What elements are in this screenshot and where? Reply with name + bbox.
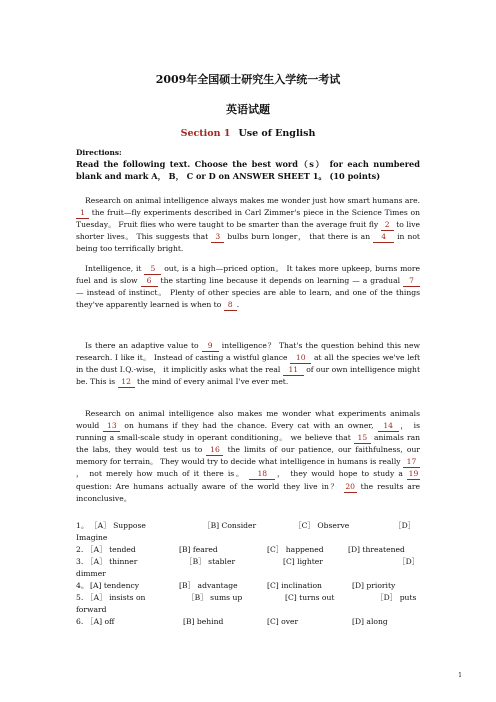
option-a: ［A］ thinner: [86, 557, 138, 566]
option-a: [A] tendency: [90, 581, 140, 590]
option-c: [C] lighter: [283, 557, 323, 566]
blank-12: 12: [118, 377, 135, 388]
passage-text: intelligence？ That's the question behind this new research. I like it。 Instead of casting a wistful glance: [76, 341, 420, 363]
option-b: [B］ advantage: [179, 581, 238, 590]
option-a: ［A］ Suppose: [90, 521, 146, 530]
passage-text: Research on animal intelligence also makes me wonder what experiments animals would: [76, 409, 420, 431]
question-number: 1。: [76, 521, 89, 530]
blank-2: 2: [381, 220, 394, 231]
option-d-continued: dimmer: [76, 569, 106, 578]
options-list: [76, 520, 420, 628]
option-b: ［B] Consider: [203, 521, 257, 530]
passage-text: on humans if they had the chance. Every cat with an owner,: [120, 421, 378, 431]
passage-text: Research on animal intelligence always makes me wonder just how smart humans are.: [85, 196, 420, 205]
question-number: 2.: [76, 545, 84, 554]
exam-title: 2009年全国硕士研究生入学统一考试: [155, 73, 341, 86]
blank-1: 1: [76, 208, 89, 219]
blank-14: 14: [378, 421, 399, 432]
passage-text: ， they would hope to study a: [275, 469, 407, 479]
option-row-4: [76, 580, 420, 592]
option-d: ［D］: [398, 557, 420, 566]
blank-15: 15: [354, 433, 371, 444]
directions-label: Directions:: [76, 148, 122, 157]
option-d: [D] along: [352, 617, 388, 626]
passage-text: Intelligence, it: [85, 264, 145, 273]
question-number: 4。: [76, 581, 89, 590]
directions-text: Read the following text. Choose the best word（s） for each numbered blank and mark A， B， C or D on ANSWER SHEET 1。 (10 points): [76, 159, 420, 182]
passage-text: the fruit—fly experiments described in Carl Zimmer's piece in the Science Times on Tuesday。 Fruit flies who were taught to be smarter than the average fruit fly: [76, 208, 420, 230]
option-row-1: [76, 520, 420, 544]
passage-paragraph-4: [76, 408, 420, 505]
blank-10: 10: [290, 353, 311, 364]
option-b: ［B］ sums up: [187, 593, 243, 602]
blank-6: 6: [141, 276, 158, 287]
passage-text: — instead of instinct。 Plenty of other species are able to learn, and one of the things they've apparently learned is when to: [76, 288, 420, 310]
blank-5: 5: [144, 264, 161, 275]
option-b: [B] behind: [183, 617, 224, 626]
page-number: 1: [458, 672, 462, 679]
section-number: Section 1: [180, 128, 231, 139]
option-b: ［B］ stabler: [185, 557, 236, 566]
option-c: ［C］ Observe: [294, 521, 350, 530]
option-b: [B] feared: [179, 545, 218, 554]
passage-text: animals ran the labs, they would test us to: [76, 433, 420, 455]
option-d: [D] threatened: [348, 545, 405, 554]
option-d: ［D］: [394, 521, 416, 530]
option-c: [C] over: [267, 617, 299, 626]
passage-text: ， is running a small-scale study in operant conditioning。 we believe that: [76, 421, 421, 443]
passage-text: .: [236, 300, 240, 310]
question-number: 5.: [76, 593, 84, 602]
option-a: ［A] off: [86, 617, 115, 626]
option-row-3: [76, 556, 420, 580]
exam-subtitle: 英语试题: [226, 103, 270, 116]
option-a: ［A］ insists on: [86, 593, 146, 602]
section-name: Use of English: [238, 128, 316, 139]
blank-16: 16: [206, 445, 223, 456]
blank-18: 18: [249, 469, 275, 480]
blank-3: 3: [211, 232, 224, 243]
blank-7: 7: [403, 276, 420, 287]
passage-paragraph-2: [76, 263, 420, 311]
blank-11: 11: [283, 365, 304, 376]
blank-13: 13: [103, 421, 120, 432]
option-a: ［A］ tended: [86, 545, 136, 554]
blank-9: 9: [202, 341, 219, 352]
passage-text: the results are inconclusive。: [76, 481, 420, 503]
passage-text: bulbs burn longer， that there is an: [224, 232, 374, 242]
question-number: 6.: [76, 617, 84, 626]
option-c: [C］ happened: [267, 545, 324, 554]
passage-text: the starting line because it depends on learning — a gradual: [157, 276, 403, 286]
passage-paragraph-3: [76, 340, 420, 388]
option-d: ［D］ puts: [376, 593, 417, 602]
section-heading: [0, 128, 496, 139]
option-c: [C] inclination: [267, 581, 322, 590]
passage-text: Is there an adaptive value to: [85, 341, 202, 350]
passage-text: the limits of our patience, our faithfulness, our memory for terrain。 They would try to decide what intelligence in humans is really: [76, 445, 420, 467]
passage-text: question: Are humans actually aware of the world they live in？: [76, 481, 344, 491]
passage-text: of our own intelligence might be. This is: [76, 365, 421, 387]
passage-text: the mind of every animal I've ever met.: [134, 377, 289, 387]
option-c: [C] turns out: [285, 593, 335, 602]
blank-17: 17: [403, 457, 420, 468]
blank-20: 20: [345, 481, 355, 491]
passage-text: in not being too terrifically bright.: [76, 232, 420, 254]
option-d-continued: forward: [76, 605, 107, 614]
option-row-6: [76, 616, 420, 628]
option-d-continued: Imagine: [76, 533, 108, 542]
passage-text: out, is a high—priced option。 It takes more upkeep, burns more fuel and is slow: [76, 264, 421, 286]
passage-text: to live shorter lives。 This suggests that: [76, 220, 420, 242]
passage-paragraph-1: [76, 195, 420, 255]
passage-text: ， not merely how much of it there is。: [76, 469, 250, 479]
blank-19: 19: [408, 469, 419, 479]
passage-text: at all the species we've left in the dust I.Q.-wise， it implicitly asks what the real: [76, 353, 421, 375]
blank-4: 4: [373, 232, 394, 243]
option-row-5: [76, 592, 420, 616]
blank-8: 8: [224, 300, 237, 311]
option-row-2: [76, 544, 420, 556]
question-number: 3.: [76, 557, 84, 566]
option-d: [D] priority: [352, 581, 396, 590]
